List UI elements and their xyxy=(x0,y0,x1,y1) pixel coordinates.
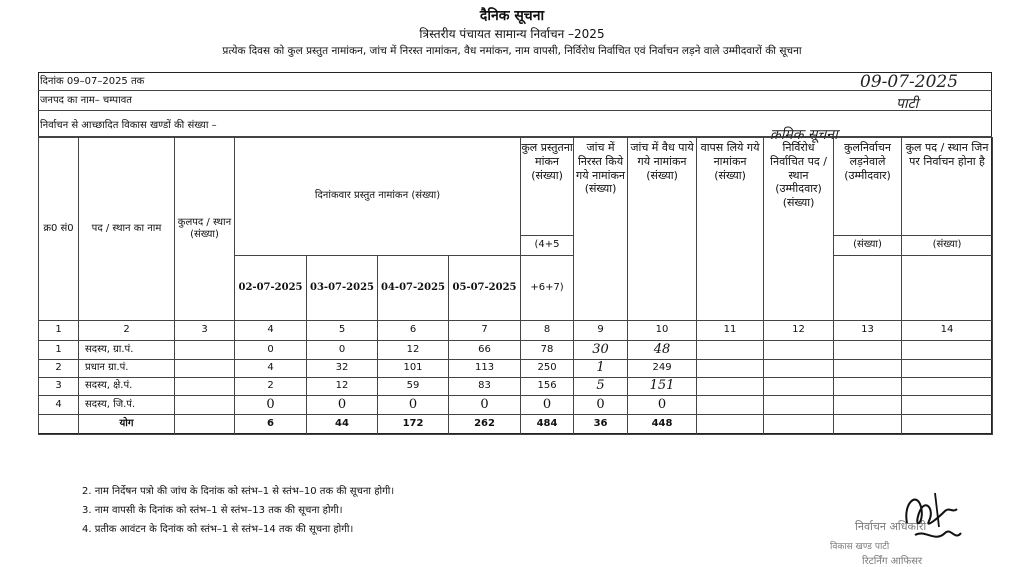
nomination-cell: 59 xyxy=(378,378,449,396)
page-description: प्रत्येक दिवस को कुल प्रस्तुत नामांकन, जांच में निरस्त नामांकन, वैध नमांकन, नाम वापसी, निर्विरोध निर्वाचित एवं निर्वाचन लड़ने वाले उम्मीदवारों की सूचना xyxy=(222,45,802,57)
column-number: 14 xyxy=(902,321,993,341)
header-datewise: दिनांकवार प्रस्तुत नामांकन (संख्या) xyxy=(235,138,521,256)
total-posts-cell xyxy=(175,396,235,415)
empty-cell xyxy=(697,341,764,360)
post-cell: सदस्य, क्षे.पं. xyxy=(79,378,175,396)
sno-cell: 2 xyxy=(39,360,79,378)
nomination-cell: 12 xyxy=(378,341,449,360)
header-valid: जांच में वैध पाये गये नामांकन (संख्या) xyxy=(628,138,697,321)
column-number: 4 xyxy=(235,321,307,341)
post-cell: सदस्य, जि.पं. xyxy=(79,396,175,415)
blank-cell xyxy=(834,256,902,321)
total-value: 262 xyxy=(449,415,521,435)
date-col-3: 04-07-2025 xyxy=(378,256,449,321)
post-cell: सदस्य, ग्रा.पं. xyxy=(79,341,175,360)
total-row xyxy=(39,415,993,435)
nomination-cell: 0 xyxy=(235,341,307,360)
sno-cell: 4 xyxy=(39,396,79,415)
table-row xyxy=(39,378,993,396)
nomination-cell: 83 xyxy=(449,378,521,396)
header-contesting-count: (संख्या) xyxy=(834,236,902,256)
total-cell: 78 xyxy=(521,341,574,360)
empty-cell xyxy=(697,378,764,396)
header-post: पद / स्थान का नाम xyxy=(79,138,175,321)
date-col-1: 02-07-2025 xyxy=(235,256,307,321)
empty-cell xyxy=(902,396,993,415)
nomination-cell: 0 xyxy=(307,341,378,360)
column-number: 6 xyxy=(378,321,449,341)
total-value: 172 xyxy=(378,415,449,435)
nomination-cell: 0 xyxy=(449,396,521,415)
column-number: 3 xyxy=(175,321,235,341)
header-total-formula-top: (4+5 xyxy=(521,236,574,256)
empty-cell xyxy=(902,378,993,396)
total-cell: 0 xyxy=(521,396,574,415)
note-4: 4. प्रतीक आवंटन के दिनांक को स्तंभ–1 से स्तंभ–14 तक की सूचना होगी। xyxy=(82,524,354,535)
sno-cell: 3 xyxy=(39,378,79,396)
total-cell: 250 xyxy=(521,360,574,378)
page-title: दैनिक सूचना xyxy=(479,8,545,24)
total-posts-cell xyxy=(175,341,235,360)
empty-cell xyxy=(902,415,993,435)
blank-cell xyxy=(902,256,993,321)
column-number: 12 xyxy=(764,321,834,341)
valid-cell: 249 xyxy=(628,360,697,378)
valid-cell: 0 xyxy=(628,396,697,415)
header-contesting: कुलनिर्वाचन लड़नेवाले (उम्मीदवार) xyxy=(834,138,902,236)
date-line: दिनांक 09–07–2025 तक xyxy=(38,73,992,91)
date-col-4: 05-07-2025 xyxy=(449,256,521,321)
nomination-cell: 113 xyxy=(449,360,521,378)
total-value: 448 xyxy=(628,415,697,435)
nomination-cell: 12 xyxy=(307,378,378,396)
signature-mark xyxy=(895,483,965,553)
post-cell: प्रधान ग्रा.पं. xyxy=(79,360,175,378)
empty-cell xyxy=(902,360,993,378)
nomination-cell: 0 xyxy=(378,396,449,415)
column-number: 10 xyxy=(628,321,697,341)
page-subtitle: त्रिस्तरीय पंचायत सामान्य निर्वाचन –2025 xyxy=(419,27,605,41)
column-number: 11 xyxy=(697,321,764,341)
rejected-cell: 1 xyxy=(574,360,628,378)
empty-cell xyxy=(175,415,235,435)
stamp-line-1: निर्वाचन अधिकारी xyxy=(855,520,927,533)
nomination-cell: 66 xyxy=(449,341,521,360)
header-total-nominations: कुल प्रस्तुतना मांकन (संख्या) xyxy=(521,138,574,236)
empty-cell xyxy=(834,341,902,360)
header-total-formula-bottom: +6+7) xyxy=(521,256,574,321)
table-row xyxy=(39,341,993,360)
valid-cell: 151 xyxy=(628,378,697,396)
nomination-table xyxy=(38,137,993,435)
header-rejected: जांच में निरस्त किये गये नामांकन (संख्या) xyxy=(574,138,628,321)
total-value: 44 xyxy=(307,415,378,435)
empty-cell xyxy=(764,396,834,415)
handwritten-date: 09-07-2025 xyxy=(860,72,959,92)
nomination-cell: 101 xyxy=(378,360,449,378)
handwritten-place: पाटी xyxy=(896,96,919,112)
empty-cell xyxy=(764,378,834,396)
total-posts-cell xyxy=(175,360,235,378)
table-row xyxy=(39,396,993,415)
blocks-line: निर्वाचन से आच्छादित विकास खण्डों की संख्या – xyxy=(38,111,992,137)
total-cell: 156 xyxy=(521,378,574,396)
empty-cell xyxy=(764,341,834,360)
empty-cell xyxy=(902,341,993,360)
total-value: 6 xyxy=(235,415,307,435)
column-number: 5 xyxy=(307,321,378,341)
table-row xyxy=(39,360,993,378)
column-number: 13 xyxy=(834,321,902,341)
note-3: 3. नाम वापसी के दिनांक को स्तंभ–1 से स्तंभ–13 तक की सूचना होगी। xyxy=(82,505,343,516)
empty-cell xyxy=(834,378,902,396)
header-unopposed: निर्विरोध निर्वाचित पद / स्थान (उम्मीदवार) (संख्या) xyxy=(764,138,834,321)
column-number: 7 xyxy=(449,321,521,341)
total-posts-cell xyxy=(175,378,235,396)
column-number: 8 xyxy=(521,321,574,341)
date-col-2: 03-07-2025 xyxy=(307,256,378,321)
empty-cell xyxy=(834,396,902,415)
total-label: योग xyxy=(79,415,175,435)
empty-cell xyxy=(39,415,79,435)
column-number-row xyxy=(39,321,993,341)
column-number: 1 xyxy=(39,321,79,341)
empty-cell xyxy=(834,415,902,435)
nomination-cell: 0 xyxy=(235,396,307,415)
empty-cell xyxy=(697,396,764,415)
nomination-cell: 2 xyxy=(235,378,307,396)
nomination-cell: 32 xyxy=(307,360,378,378)
empty-cell xyxy=(697,360,764,378)
header-sno: क्र0 सं0 xyxy=(39,138,79,321)
nomination-cell: 4 xyxy=(235,360,307,378)
empty-cell xyxy=(834,360,902,378)
header-posts-count: (संख्या) xyxy=(902,236,993,256)
header-posts-to-elect: कुल पद / स्थान जिन पर निर्वाचन होना है xyxy=(902,138,993,236)
stamp-line-2: विकास खण्ड पाटी xyxy=(830,542,890,552)
note-2: 2. नाम निर्देषन पत्रो की जांच के दिनांक को स्तंभ–1 से स्तंभ–10 तक की सूचना होगी। xyxy=(82,486,395,497)
total-value: 36 xyxy=(574,415,628,435)
rejected-cell: 0 xyxy=(574,396,628,415)
total-value: 484 xyxy=(521,415,574,435)
stamp-line-3: रिटर्निंग आफिसर xyxy=(862,556,923,567)
rejected-cell: 5 xyxy=(574,378,628,396)
handwritten-note: क्रमिक सूचना xyxy=(770,127,838,143)
district-line: जनपद का नाम– चम्पावत xyxy=(38,91,992,111)
valid-cell: 48 xyxy=(628,341,697,360)
column-number: 2 xyxy=(79,321,175,341)
header-total-posts: कुलपद / स्थान (संख्या) xyxy=(175,138,235,321)
column-number: 9 xyxy=(574,321,628,341)
empty-cell xyxy=(764,360,834,378)
header-withdrawn: वापस लिये गये नामांकन (संख्या) xyxy=(697,138,764,321)
empty-cell xyxy=(697,415,764,435)
sno-cell: 1 xyxy=(39,341,79,360)
nomination-cell: 0 xyxy=(307,396,378,415)
rejected-cell: 30 xyxy=(574,341,628,360)
empty-cell xyxy=(764,415,834,435)
